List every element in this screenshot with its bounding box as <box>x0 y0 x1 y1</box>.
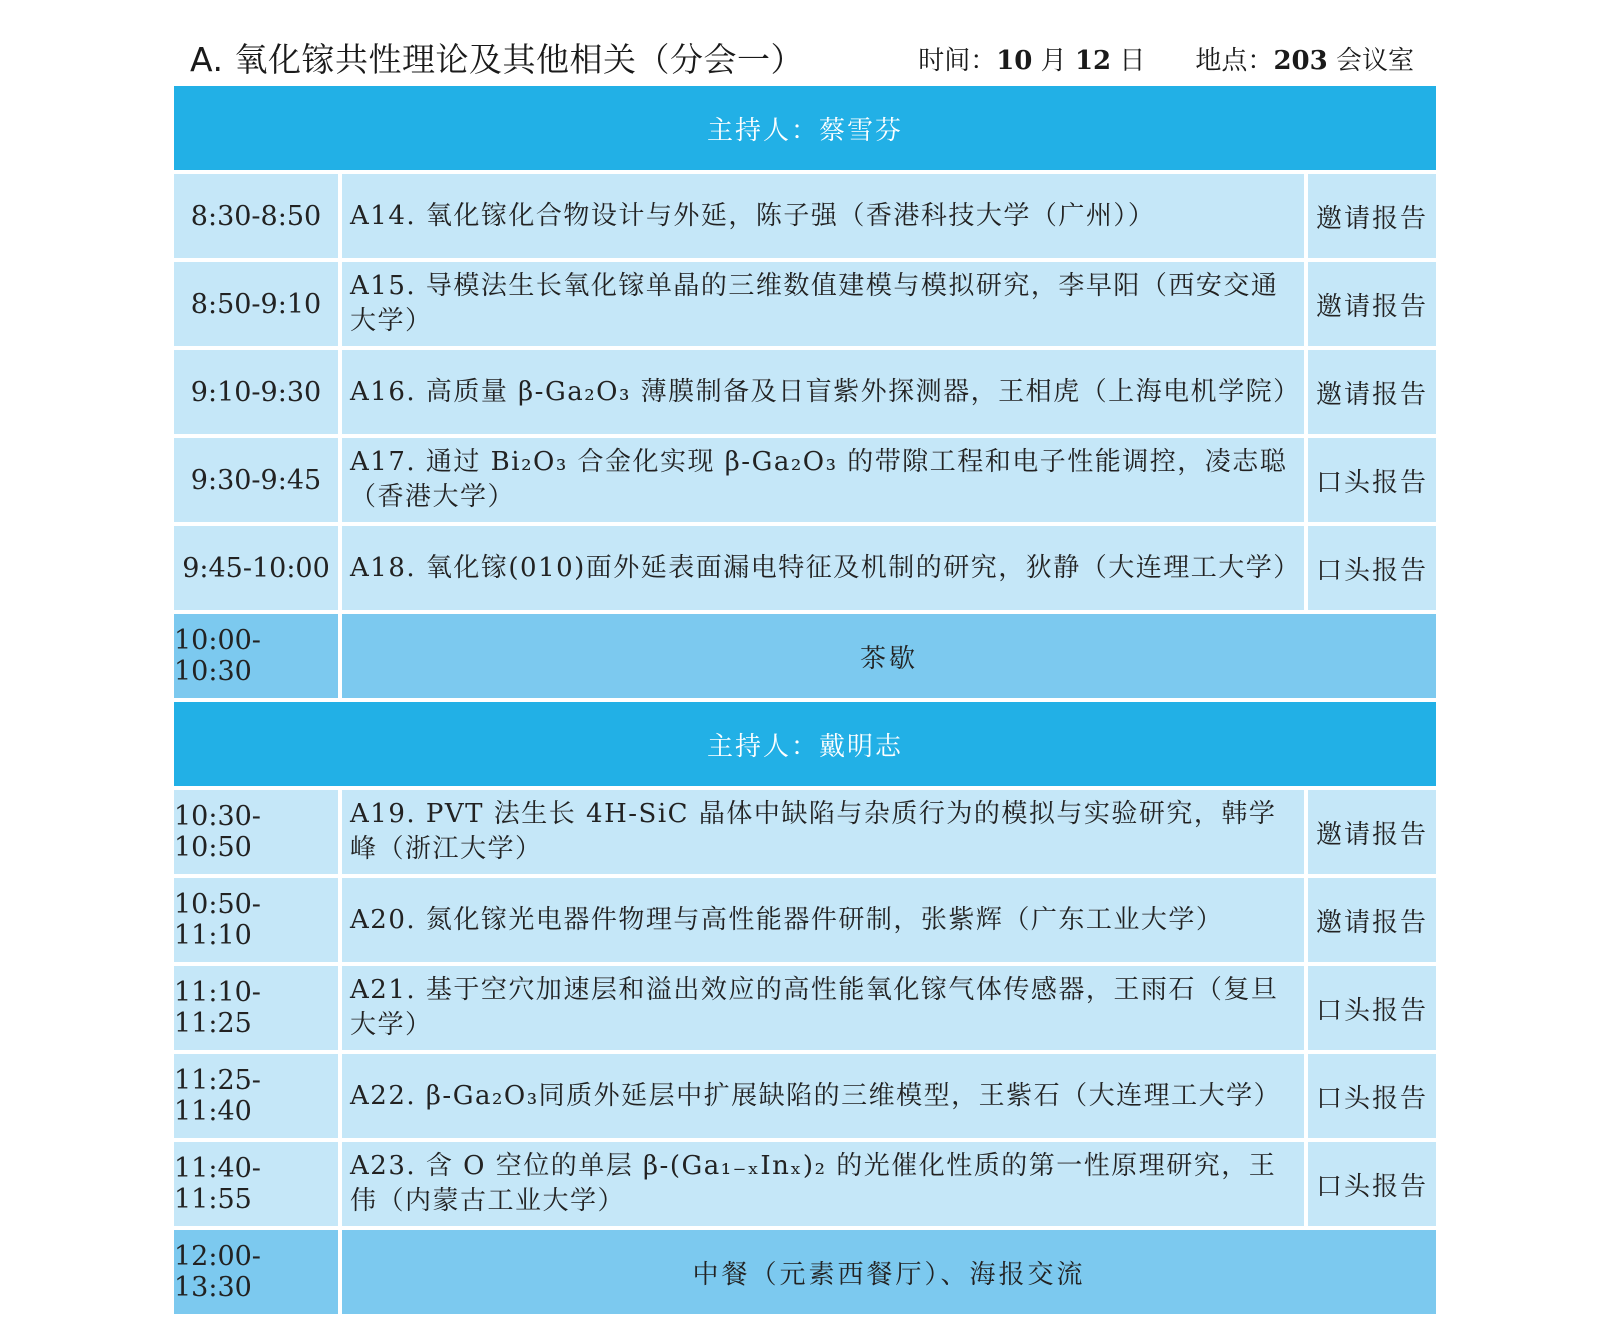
talk-type: 邀请报告 <box>1308 350 1436 434</box>
day-char: 日 <box>1119 46 1146 76</box>
talk-title: A17. 通过 Bi₂O₃ 合金化实现 β-Ga₂O₃ 的带隙工程和电子性能调控，凌志聪（香港大学） <box>342 438 1304 522</box>
place-room: 203 <box>1273 46 1328 76</box>
talk-title: A19. PVT 法生长 4H-SiC 晶体中缺陷与杂质行为的模拟与实验研究，韩学峰（浙江大学） <box>342 790 1304 874</box>
talk-time: 9:45-10:00 <box>174 526 338 610</box>
host-bar-2: 主持人：戴明志 <box>174 702 1436 786</box>
talk-title: A16. 高质量 β-Ga₂O₃ 薄膜制备及日盲紫外探测器，王相虎（上海电机学院） <box>342 350 1304 434</box>
talk-type: 口头报告 <box>1308 1142 1436 1226</box>
talk-time: 11:40-11:55 <box>174 1142 338 1226</box>
schedule-table <box>174 86 1436 1318</box>
talk-time: 11:25-11:40 <box>174 1054 338 1138</box>
table-row <box>174 350 1436 434</box>
talk-title: A20. 氮化镓光电器件物理与高性能器件研制，张紫辉（广东工业大学） <box>342 878 1304 962</box>
table-row <box>174 526 1436 610</box>
table-row <box>174 1054 1436 1138</box>
break-row-tea <box>174 614 1436 698</box>
talk-time: 11:10-11:25 <box>174 966 338 1050</box>
talk-title: A23. 含 O 空位的单层 β-(Ga₁₋ₓInₓ)₂ 的光催化性质的第一性原理研究，王伟（内蒙古工业大学） <box>342 1142 1304 1226</box>
table-row <box>174 1142 1436 1226</box>
session-title: A. 氧化镓共性理论及其他相关（分会一） <box>190 40 804 79</box>
talk-time: 8:50-9:10 <box>174 262 338 346</box>
break-time: 12:00-13:30 <box>174 1230 338 1314</box>
talk-type: 邀请报告 <box>1308 262 1436 346</box>
talk-type: 邀请报告 <box>1308 790 1436 874</box>
talk-type: 口头报告 <box>1308 526 1436 610</box>
table-row <box>174 174 1436 258</box>
time-label: 时间： <box>918 46 997 76</box>
place-suffix: 会议室 <box>1335 46 1414 76</box>
talk-type: 邀请报告 <box>1308 878 1436 962</box>
host-bar-1: 主持人：蔡雪芬 <box>174 86 1436 170</box>
talk-title: A18. 氧化镓(010)面外延表面漏电特征及机制的研究，狄静（大连理工大学） <box>342 526 1304 610</box>
talk-time: 10:30-10:50 <box>174 790 338 874</box>
table-row <box>174 790 1436 874</box>
talk-title: A14. 氧化镓化合物设计与外延，陈子强（香港科技大学（广州）） <box>342 174 1304 258</box>
table-row <box>174 438 1436 522</box>
talk-type: 口头报告 <box>1308 438 1436 522</box>
talk-time: 9:30-9:45 <box>174 438 338 522</box>
break-row-lunch <box>174 1230 1436 1314</box>
table-row <box>174 878 1436 962</box>
break-time: 10:00-10:30 <box>174 614 338 698</box>
time-day: 12 <box>1074 46 1112 76</box>
talk-title: A21. 基于空穴加速层和溢出效应的高性能氧化镓气体传感器，王雨石（复旦大学） <box>342 966 1304 1050</box>
talk-time: 9:10-9:30 <box>174 350 338 434</box>
talk-time: 10:50-11:10 <box>174 878 338 962</box>
time-month: 10 <box>996 46 1033 76</box>
session-meta <box>918 40 1414 77</box>
talk-type: 邀请报告 <box>1308 174 1436 258</box>
table-row <box>174 262 1436 346</box>
talk-title: A15. 导模法生长氧化镓单晶的三维数值建模与模拟研究，李早阳（西安交通大学） <box>342 262 1304 346</box>
talk-type: 口头报告 <box>1308 966 1436 1050</box>
session-header <box>190 28 1420 88</box>
talk-type: 口头报告 <box>1308 1054 1436 1138</box>
place-label: 地点： <box>1195 46 1274 76</box>
break-label: 中餐（元素西餐厅）、海报交流 <box>342 1230 1436 1314</box>
table-row <box>174 966 1436 1050</box>
month-char: 月 <box>1040 46 1067 76</box>
break-label: 茶歇 <box>342 614 1436 698</box>
talk-title: A22. β-Ga₂O₃同质外延层中扩展缺陷的三维模型，王紫石（大连理工大学） <box>342 1054 1304 1138</box>
talk-time: 8:30-8:50 <box>174 174 338 258</box>
